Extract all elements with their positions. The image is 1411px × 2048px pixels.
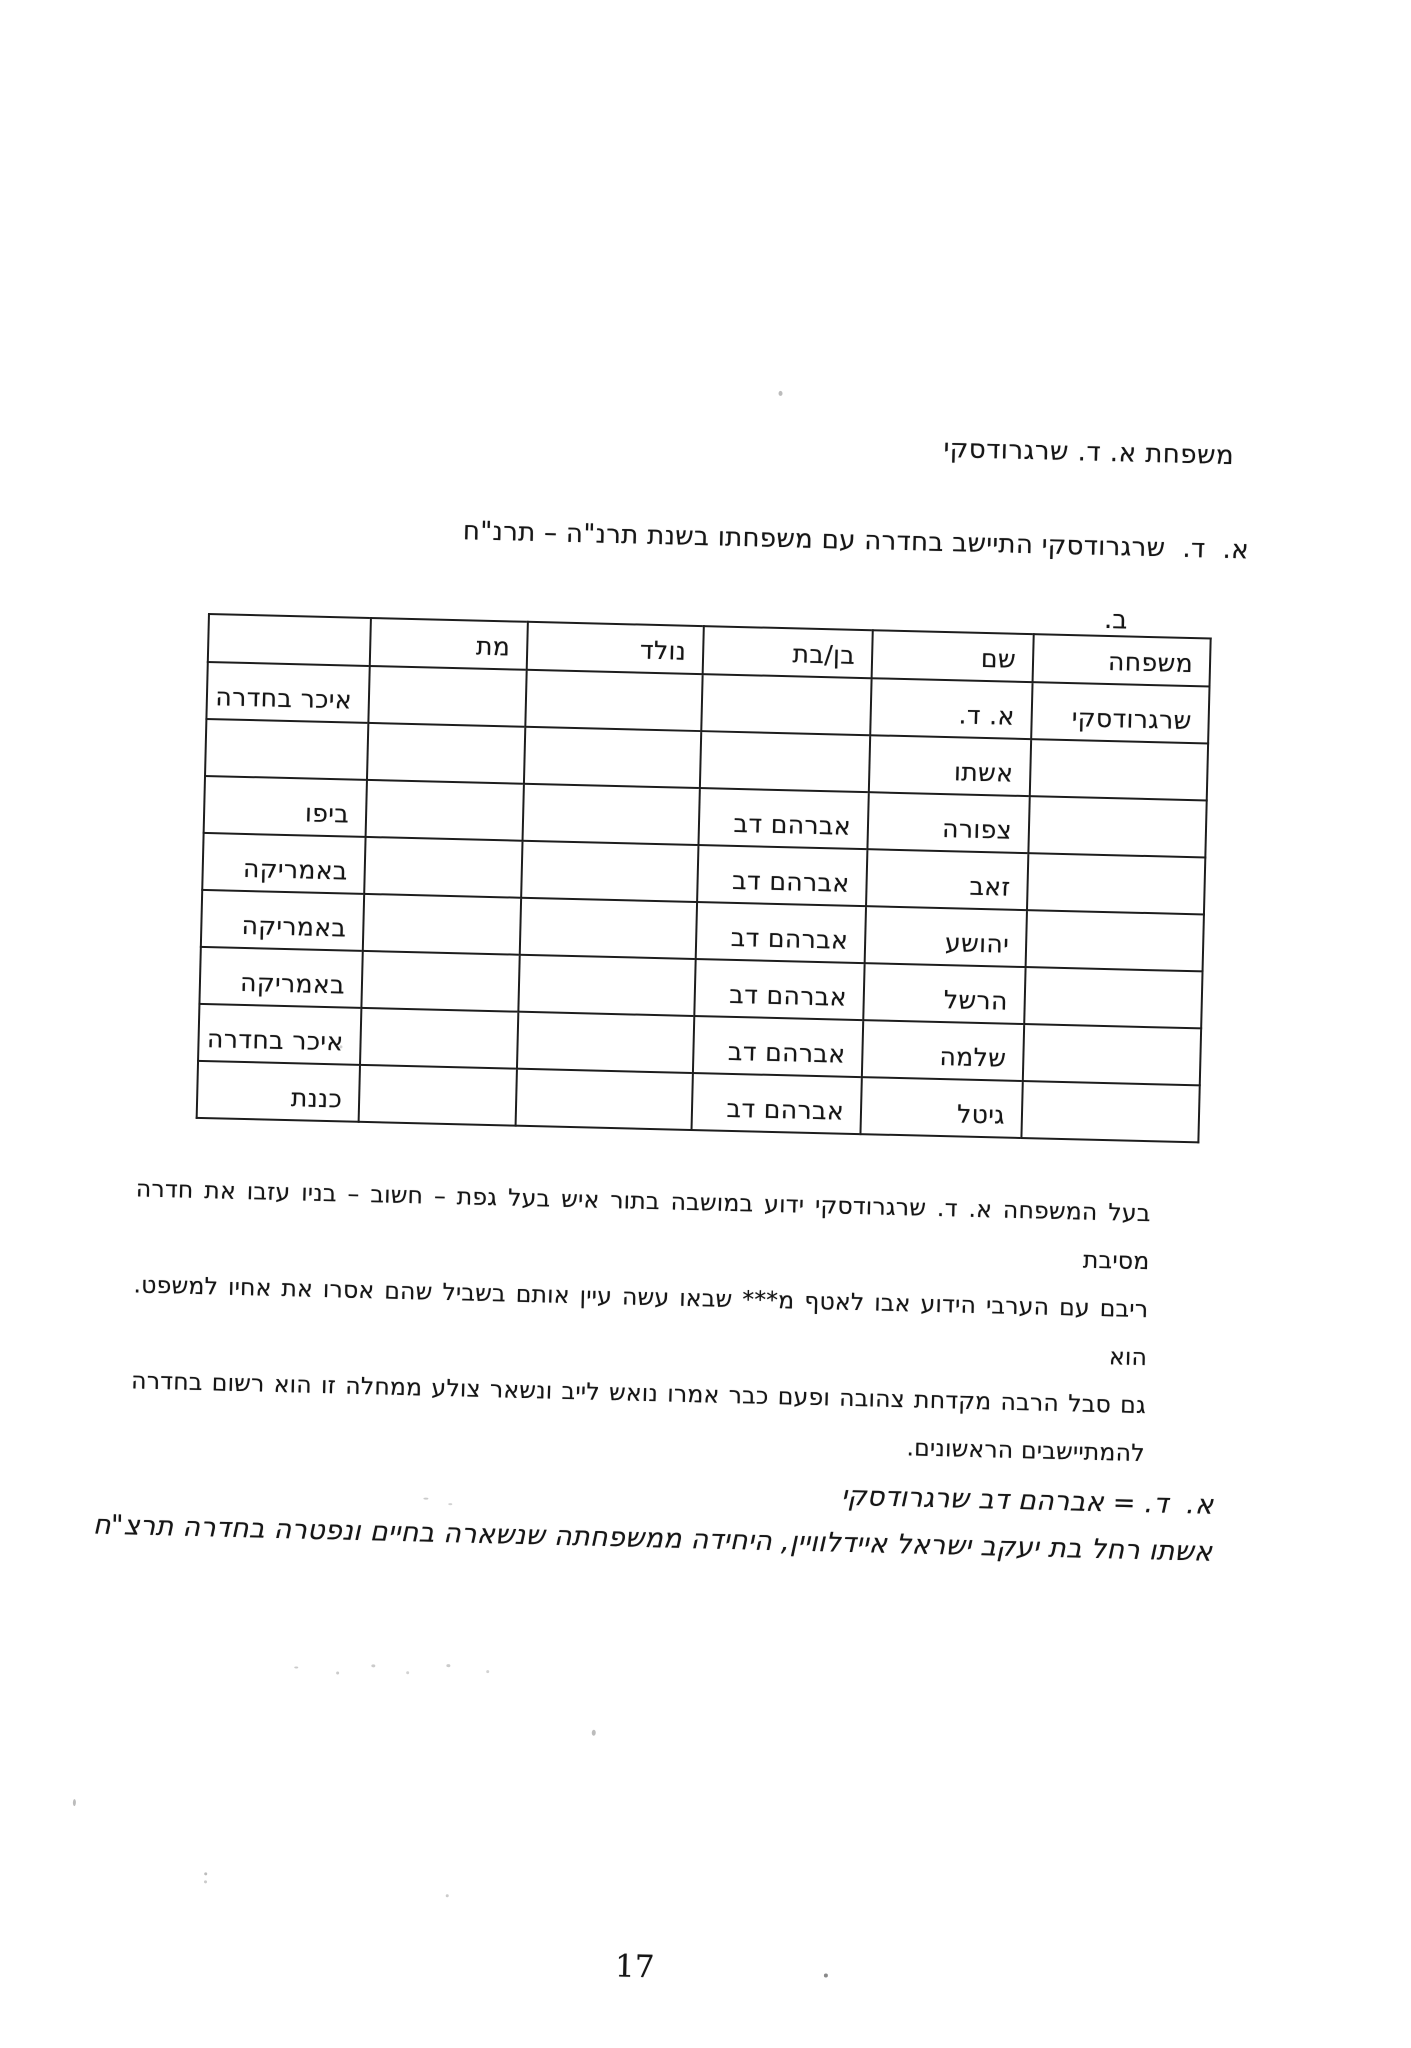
column-header: מת <box>370 618 528 670</box>
table-cell: באמריקה <box>202 833 365 894</box>
table-cell: א. ד. <box>870 678 1032 739</box>
scan-speck <box>73 1799 76 1806</box>
table-cell <box>363 894 521 955</box>
table-cell: יהושע <box>865 906 1027 967</box>
table-cell <box>364 837 522 898</box>
table-cell: שרגרודסקי <box>1031 682 1209 743</box>
table-cell <box>525 670 702 731</box>
scan-speck <box>824 1973 828 1977</box>
table-cell: זאב <box>866 849 1028 910</box>
scan-speck <box>204 1880 207 1883</box>
table-cell: ביפו <box>204 776 367 837</box>
table-cell <box>205 719 368 780</box>
scan-speck <box>446 1894 449 1897</box>
scan-speck <box>778 391 782 396</box>
scan-speck <box>336 1671 339 1674</box>
column-header: שם <box>872 630 1034 682</box>
scan-speck <box>423 1498 428 1500</box>
table-cell <box>1027 853 1205 914</box>
table-cell: אברהם דב <box>694 959 864 1020</box>
table-cell: אברהם דב <box>692 1073 862 1134</box>
table-cell <box>1021 1081 1199 1142</box>
table-cell <box>361 951 519 1012</box>
table-cell <box>368 666 526 727</box>
scan-speck <box>592 1730 596 1736</box>
column-header: בן/בת <box>703 626 873 678</box>
table-cell <box>1028 796 1206 857</box>
table-cell <box>700 731 870 792</box>
table-cell <box>360 1008 518 1069</box>
table-cell: גיטל <box>860 1077 1022 1138</box>
body-paragraph <box>129 1164 1151 1477</box>
table-cell: כננת <box>197 1061 360 1122</box>
footnote-line: א. ד. = אברהם דב שרגרודסקי <box>840 1480 1214 1521</box>
table-cell: איכר בחדרה <box>206 662 369 723</box>
scan-speck <box>448 1503 452 1505</box>
section-label: ב. <box>1103 604 1128 636</box>
table-cell: אברהם דב <box>698 788 868 849</box>
table-cell: שלמה <box>862 1020 1024 1081</box>
table-cell: הרשל <box>863 963 1025 1024</box>
scan-speck <box>446 1664 450 1667</box>
page-title: משפחת א. ד. שרגרודסקי <box>943 433 1235 472</box>
column-header: נולד <box>527 622 704 674</box>
table-cell: באמריקה <box>199 947 362 1008</box>
scan-speck <box>294 1666 298 1668</box>
table-cell: אשתו <box>869 735 1031 796</box>
table-cell <box>1026 910 1204 971</box>
table-cell <box>523 784 700 845</box>
paragraph-line: בעל המשפחה א. ד. שרגרודסקי ידוע במושבה בתור איש בעל גפת – חשוב – בניו עזבו את חדרה מסיבת <box>135 1174 1151 1276</box>
table-cell <box>516 1069 693 1130</box>
table-cell <box>518 955 695 1016</box>
table-cell: אברהם דב <box>696 902 866 963</box>
scan-speck <box>486 1670 489 1673</box>
column-header: משפחה <box>1033 634 1211 686</box>
table-cell: אברהם דב <box>693 1016 863 1077</box>
table-cell <box>520 898 697 959</box>
footnote-line: אשתו רחל בת יעקב ישראל איידלוויין, היחידה ממשפחתה שנשארה בחיים ונפטרה בחדרה תרצ"ח <box>92 1509 1213 1568</box>
page-number: 17 <box>614 1948 655 1986</box>
table-cell <box>701 674 871 735</box>
paragraph-line: ריבם עם הערבי הידוע אבו לאטף מ*** שבאו עשה עיין אותם בשביל שהם אסרו את אחיו למשפט. הוא <box>133 1270 1149 1372</box>
scan-speck <box>406 1671 409 1674</box>
table-cell: אברהם דב <box>697 845 867 906</box>
table-cell <box>524 727 701 788</box>
table-cell: איכר בחדרה <box>198 1004 361 1065</box>
scan-speck <box>371 1664 375 1667</box>
scan-speck <box>204 1872 207 1875</box>
table-cell <box>517 1012 694 1073</box>
table-cell: באמריקה <box>201 890 364 951</box>
table-cell: צפורה <box>867 792 1029 853</box>
table-cell <box>1024 967 1202 1028</box>
table-cell <box>1030 739 1208 800</box>
table-cell <box>366 780 524 841</box>
intro-line: א. ד. שרגרודסקי התיישב בחדרה עם משפחתו בשנת תרנ"ה – תרנ"ח <box>462 516 1250 566</box>
column-header <box>208 614 371 666</box>
scan-speck <box>339 1045 342 1048</box>
family-table <box>196 613 1212 1143</box>
table-cell <box>367 723 525 784</box>
table-cell <box>521 841 698 902</box>
family-table-body <box>197 662 1210 1142</box>
table-cell <box>1023 1024 1201 1085</box>
paragraph-line: להמתיישבים הראשונים. <box>906 1433 1146 1468</box>
table-cell <box>359 1065 517 1126</box>
paragraph-line: גם סבל הרבה מקדחת צהובה ופעם כבר אמרו נואש לייב ונשאר צולע ממחלה זו הוא רשום בחדרה <box>130 1366 1147 1420</box>
